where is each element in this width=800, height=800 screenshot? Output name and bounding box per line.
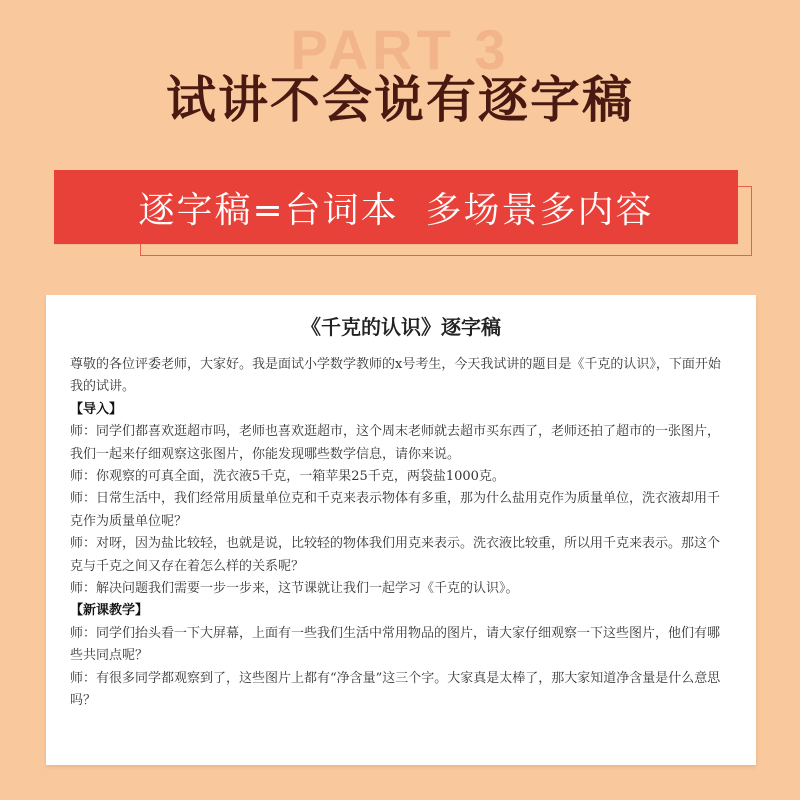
paragraph: 师：有很多同学都观察到了，这些图片上都有“净含量”这三个字。大家真是太棒了，那大家知道净含量是什么意思吗？ [70,670,721,709]
page-title: 试讲不会说有逐字稿 [166,71,634,129]
paragraph: 师：同学们抬头看一下大屏幕，上面有一些我们生活中常用物品的图片，请大家仔细观察一下这些图片，他们有哪些共同点呢？ [70,625,721,664]
paragraph: 师：日常生活中，我们经常用质量单位克和千克来表示物体有多重，那为什么盐用克作为质量单位，洗衣液却用千克作为质量单位呢？ [70,491,721,529]
section-heading-new-lesson: 【新课教学】 [70,603,149,619]
paragraph: 师：你观察的可真全面，洗衣液5千克，一箱苹果25千克，两袋盐1000克。 [70,469,505,485]
banner-text: 逐字稿=台词本 多场景多内容 [138,189,654,231]
section-heading-intro: 【导入】 [70,401,123,417]
paragraph: 师：同学们都喜欢逛超市吗，老师也喜欢逛超市，这个周末老师就去超市买东西了，老师还拍了超市的一张图片，我们一起来仔细观察这张图片，你能发现哪些数学信息，请你来说。 [70,424,721,462]
document-body [46,354,756,713]
part-label: PART 3 [290,18,510,81]
paragraph: 师：解决问题我们需要一步一步来，这节课就让我们一起学习《千克的认识》。 [70,581,519,597]
document-card [46,295,756,765]
document-title: 《千克的认识》逐字稿 [301,315,501,339]
banner [54,170,738,244]
paragraph-greeting: 尊敬的各位评委老师，大家好。我是面试小学数学教师的x号考生，今天我试讲的题目是《千克的认识》，下面开始我的试讲。 [70,357,721,395]
paragraph: 师：对呀，因为盐比较轻，也就是说，比较轻的物体我们用克来表示。洗衣液比较重，所以用千克来表示。那这个克与千克之间又存在着怎么样的关系呢？ [70,536,721,574]
